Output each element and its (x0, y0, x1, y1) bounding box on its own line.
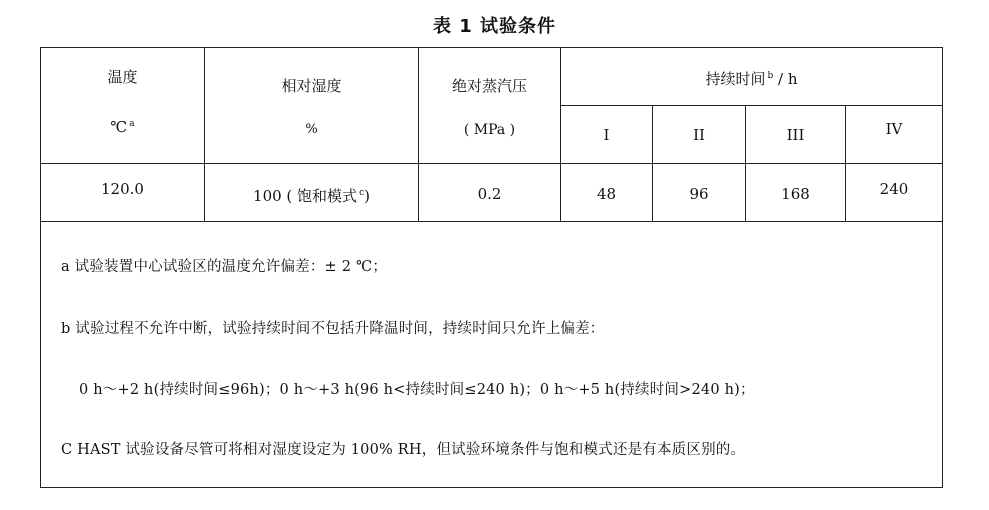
header-level-2: II (693, 126, 705, 144)
footnote-mark-c: c (359, 188, 365, 198)
footnote-mark-a: a (129, 119, 135, 129)
row-divider (560, 105, 942, 106)
row-divider (41, 163, 942, 164)
humidity-close: ) (364, 187, 370, 205)
temperature-unit: ℃ (110, 118, 128, 136)
header-level-3: III (786, 126, 805, 144)
humidity-value: 100 ( 饱和模式 (253, 187, 358, 205)
footnote-mark-b: b (767, 71, 774, 81)
note-b: b 试验过程不允许中断，试验持续时间不包括升降温时间，持续时间只允许上偏差： (61, 321, 605, 337)
duration-unit: / h (778, 70, 798, 88)
header-humidity-unit: % (305, 122, 318, 137)
value-duration-1: 48 (596, 185, 617, 203)
header-temperature: 温度 (107, 68, 138, 86)
header-vapor-unit: ( MPa ) (463, 122, 516, 138)
duration-label: 持续时间 (705, 70, 766, 88)
header-level-4: IV (885, 120, 903, 138)
test-conditions-table (40, 47, 943, 488)
value-vapor: 0.2 (477, 185, 502, 203)
note-a: a 试验装置中心试验区的温度允许偏差：± 2 ℃； (61, 259, 388, 275)
row-divider (41, 221, 942, 222)
value-duration-3: 168 (781, 185, 810, 203)
note-c: C HAST 试验设备尽管可将相对湿度设定为 100% RH，但试验环境条件与饱和模式还是有本质区别的。 (61, 442, 746, 458)
header-duration (561, 68, 942, 89)
header-humidity: 相对湿度 (281, 77, 342, 95)
value-temperature: 120.0 (101, 180, 144, 198)
header-vapor-pressure: 绝对蒸汽压 (451, 77, 527, 95)
header-level-1: I (603, 126, 610, 144)
value-humidity (205, 185, 418, 206)
value-duration-4: 240 (879, 180, 909, 198)
table-caption: 表 1 试验条件 (432, 16, 557, 37)
value-duration-2: 96 (689, 185, 709, 203)
header-temperature-unit (41, 118, 204, 136)
note-b-detail: 0 h～+2 h(持续时间≤96h)；0 h～+3 h(96 h<持续时间≤240 h)；0 h～+5 h(持续时间>240 h)； (79, 382, 755, 398)
